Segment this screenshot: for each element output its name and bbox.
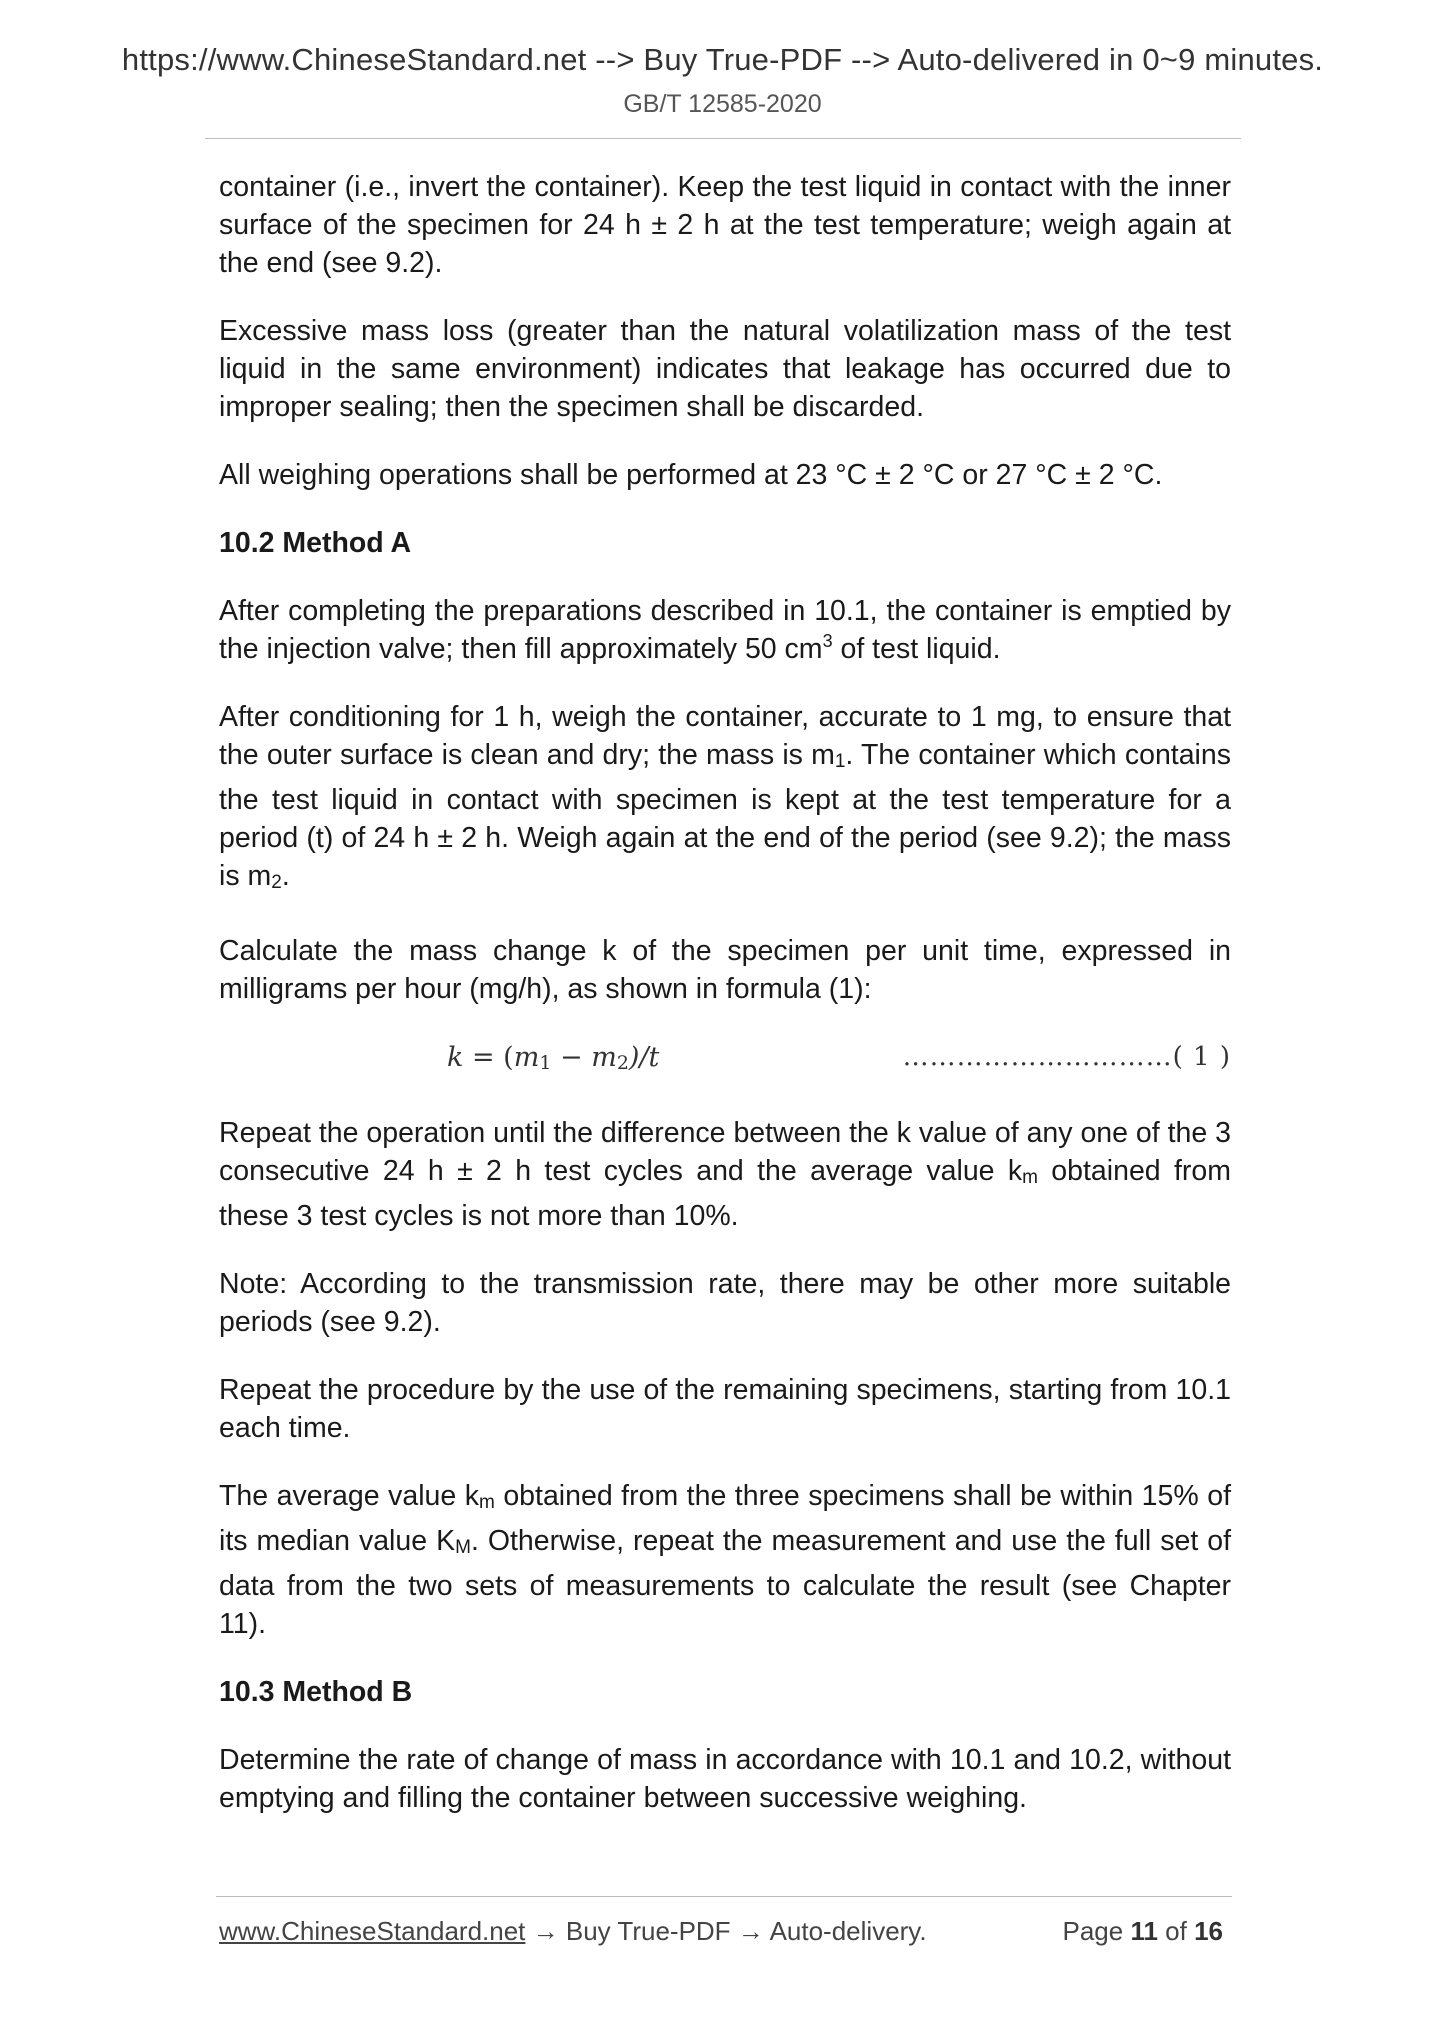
paragraph-average-value: The average value $k_m$ obtained from the three specimens shall be within 15% of its median value $K_M$. Otherwise, repeat the measurement and use the full set of data from the two sets of measurements to calculate the result (see Chapter 11).: [219, 1480, 1232, 1640]
paragraph-repeat-operation: Repeat the operation until the difference between the k value of any one of the 3 consecutive 24 h ± 2 h test cycles and the average value $k_m$ obtained from these 3 test cycles is not more than 10%.: [219, 1117, 1231, 1232]
paragraph-invert-container: container (i.e., invert the container). Keep the test liquid in contact with the inner surface of the specimen for 24 h ± 2 h at the test temperature; weigh again at the end (see 9.2).: [219, 171, 1231, 279]
paragraph-calculate-mass-change: Calculate the mass change k of the specimen per unit time, expressed in milligrams per hour (mg/h), as shown in formula (1):: [219, 935, 1231, 1005]
formula-1: [219, 1038, 1231, 1088]
formula-number: …………………………( 1 ): [902, 1042, 1231, 1072]
paragraph-mass-loss: Excessive mass loss (greater than the natural volatilization mass of the test liquid in the same environment) indicates that leakage has occurred due to improper sealing; then the specimen shall be discarded.: [219, 315, 1231, 423]
standard-code: GB/T 12585-2020: [623, 90, 822, 118]
paragraph-method-b: Determine the rate of change of mass in accordance with 10.1 and 10.2, without emptying and filling the container between successive weighing.: [219, 1744, 1231, 1814]
paragraph-note: Note: According to the transmission rate, there may be other more suitable periods (see 9.2).: [219, 1268, 1231, 1338]
paragraph-weighing-temperature: All weighing operations shall be performed at 23 °C ± 2 °C or 27 °C ± 2 °C.: [219, 459, 1163, 491]
paragraph-conditioning-weighing: After conditioning for 1 h, weigh the container, accurate to 1 mg, to ensure that the outer surface is clean and dry; the mass is $m_1$. The container which contains the test liquid in contact with specimen is kept at the test temperature for a period (t) of 24 h ± 2 h. Weigh again at the end of the period (see 9.2); the mass is $m_2$.: [219, 701, 1231, 893]
paragraph-method-a-preparation: After completing the preparations described in 10.1, the container is emptied by the injection valve; then fill approximately 50 $cm^3$ of test liquid.: [219, 595, 1231, 665]
section-heading-10-2: 10.2 Method A: [219, 527, 412, 559]
source-banner: https://www.ChineseStandard.net --> Buy True-PDF --> Auto-delivered in 0~9 minutes.: [121, 42, 1324, 77]
formula-expression: $k = (m_1 - m_2)/t$: [447, 1042, 660, 1074]
section-heading-10-3: 10.3 Method B: [219, 1676, 413, 1708]
footer-divider: [216, 1896, 1232, 1897]
footer-promo: www.ChineseStandard.net → Buy True-PDF → Auto-delivery.: [219, 1916, 927, 1946]
page-content: [219, 168, 1231, 1847]
paragraph-repeat-procedure: Repeat the procedure by the use of the remaining specimens, starting from 10.1 each time.: [219, 1374, 1231, 1444]
page-number: Page 11 of 16: [1062, 1916, 1223, 1946]
header-divider: [205, 138, 1241, 139]
footer-site-link[interactable]: www.ChineseStandard.net: [219, 1916, 526, 1946]
